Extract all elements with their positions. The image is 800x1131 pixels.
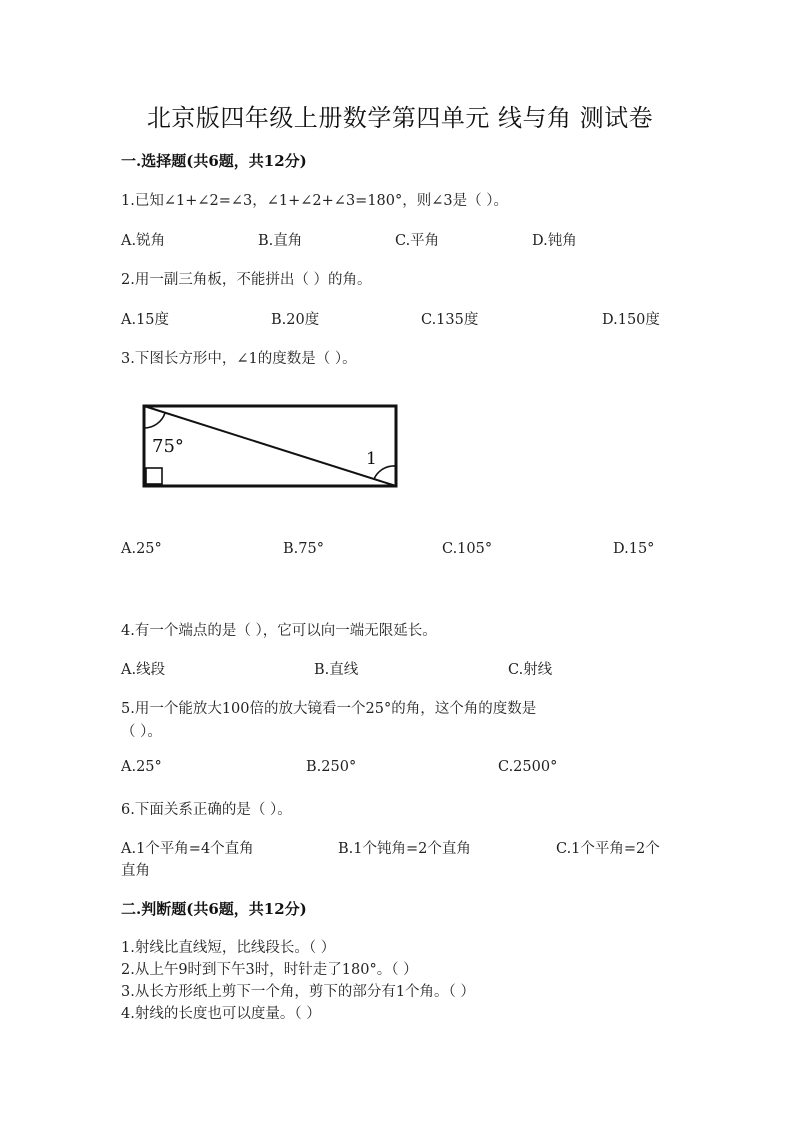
q3-option-d: D.15° bbox=[613, 541, 655, 557]
question-3: 3.下图长方形中，∠1的度数是（ ）。 bbox=[121, 351, 357, 367]
judgment-item-4: 4.射线的长度也可以度量。（ ） bbox=[121, 1006, 321, 1022]
q3-option-a: A.25° bbox=[121, 541, 162, 557]
judgment-item-2: 2.从上午9时到下午3时，时针走了180°。（ ） bbox=[121, 962, 418, 978]
angle-arc-1 bbox=[374, 466, 396, 479]
q6-option-b: B.1个钝角=2个直角 bbox=[338, 841, 471, 857]
q1-option-b: B.直角 bbox=[258, 233, 303, 249]
judgment-item-1: 1.射线比直线短，比线段长。（ ） bbox=[121, 940, 336, 956]
q1-option-c: C.平角 bbox=[395, 233, 440, 249]
q2-option-d: D.150度 bbox=[602, 312, 660, 328]
section-heading-choice: 一.选择题(共6题，共12分) bbox=[121, 152, 307, 170]
section-heading-judgment: 二.判断题(共6题，共12分) bbox=[121, 900, 307, 918]
q5-option-c: C.2500° bbox=[498, 759, 558, 775]
q4-option-a: A.线段 bbox=[121, 662, 166, 678]
q6-option-wrap: 直角 bbox=[121, 863, 150, 879]
judgment-item-3: 3.从长方形纸上剪下一个角，剪下的部分有1个角。（ ） bbox=[121, 984, 475, 1000]
q3-option-c: C.105° bbox=[442, 541, 493, 557]
right-angle-mark bbox=[146, 468, 162, 484]
question-4: 4.有一个端点的是（ ），它可以向一端无限延长。 bbox=[121, 623, 437, 639]
q6-option-a: A.1个平角=4个直角 bbox=[121, 841, 254, 857]
angle-label-75: 75° bbox=[152, 436, 184, 457]
q1-option-a: A.锐角 bbox=[121, 233, 166, 249]
q5-option-b: B.250° bbox=[306, 759, 357, 775]
angle-arc-75 bbox=[144, 413, 165, 428]
rectangle-diagram bbox=[138, 400, 404, 496]
question-5-line1: 5.用一个能放大100倍的放大镜看一个25°的角，这个角的度数是 bbox=[121, 701, 537, 717]
page-title: 北京版四年级上册数学第四单元 线与角 测试卷 bbox=[146, 104, 654, 132]
question-2: 2.用一副三角板，不能拼出（ ）的角。 bbox=[121, 272, 372, 288]
q4-option-b: B.直线 bbox=[314, 662, 359, 678]
q5-option-a: A.25° bbox=[121, 759, 162, 775]
question-5-line2: （ ）。 bbox=[121, 724, 162, 740]
angle-label-1: 1 bbox=[366, 449, 377, 469]
question-6: 6.下面关系正确的是（ ）。 bbox=[121, 802, 292, 818]
q3-option-b: B.75° bbox=[283, 541, 324, 557]
q2-option-a: A.15度 bbox=[121, 312, 170, 328]
q2-option-b: B.20度 bbox=[271, 312, 320, 328]
q2-option-c: C.135度 bbox=[421, 312, 479, 328]
q6-option-c: C.1个平角=2个 bbox=[556, 841, 660, 857]
q1-option-d: D.钝角 bbox=[532, 233, 577, 249]
q4-option-c: C.射线 bbox=[508, 662, 553, 678]
question-1: 1.已知∠1+∠2=∠3，∠1+∠2+∠3=180°，则∠3是（ ）。 bbox=[121, 193, 508, 209]
